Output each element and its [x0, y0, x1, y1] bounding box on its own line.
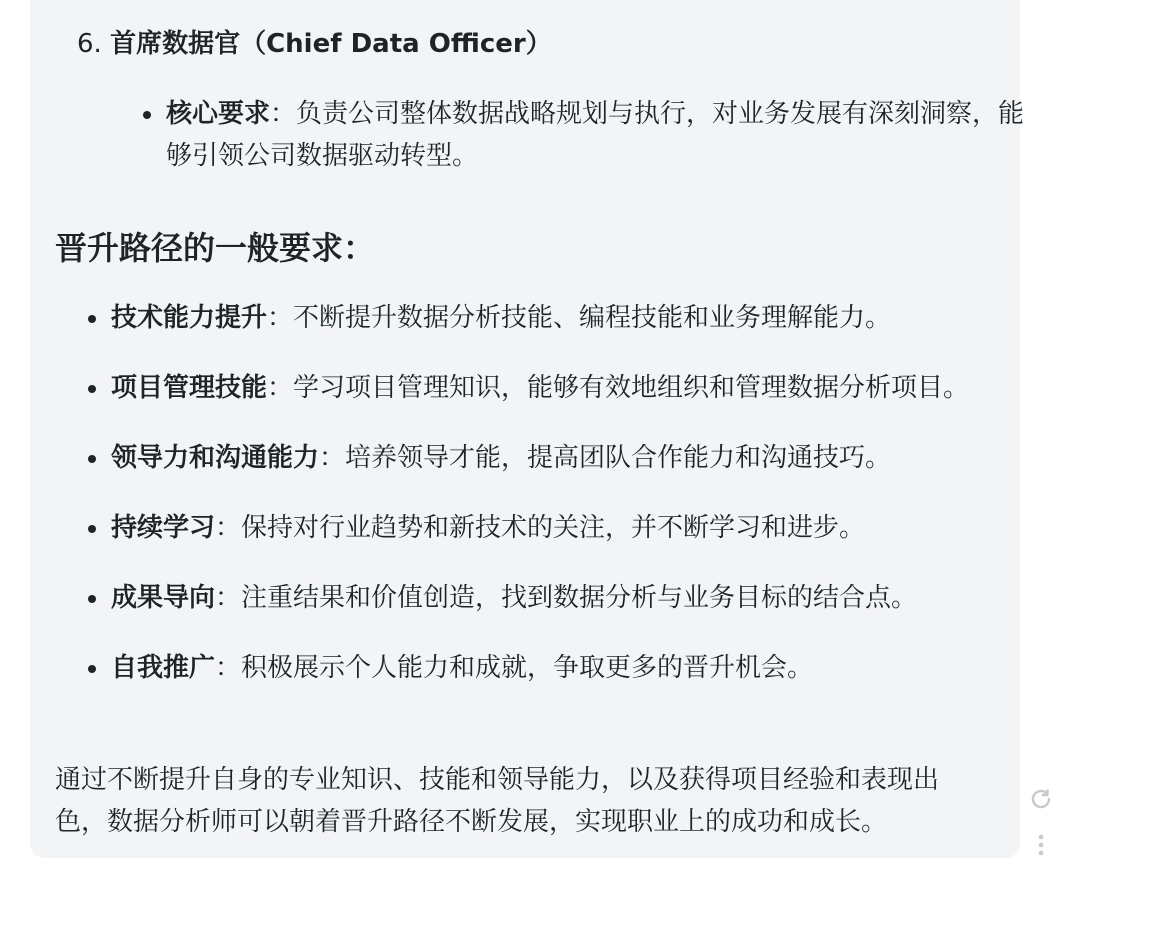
- bullet-icon: [88, 595, 96, 603]
- bullet-label: 持续学习: [111, 513, 216, 543]
- bullet-label: 成果导向: [111, 583, 216, 613]
- bullet-label: 自我推广: [111, 653, 216, 683]
- bullet-separator: ：: [215, 513, 242, 543]
- bullet-text: 注重结果和价值创造，找到数据分析与业务目标的结合点。: [241, 583, 918, 613]
- bullet-icon: [88, 385, 96, 393]
- promotion-requirements-list: [111, 297, 991, 717]
- list-item: [166, 93, 1036, 177]
- bullet-separator: ：: [215, 583, 242, 613]
- list-item: [111, 297, 991, 339]
- list-item: [111, 647, 991, 689]
- bullet-text: 培养领导才能，提高团队合作能力和沟通技巧。: [345, 443, 892, 473]
- list-item: [111, 507, 991, 549]
- bullet-icon: [88, 455, 96, 463]
- list-number: 6.: [77, 29, 102, 59]
- bullet-text: 积极展示个人能力和成就，争取更多的晋升机会。: [241, 653, 814, 683]
- message-actions: [1028, 786, 1056, 858]
- bullet-text: 负责公司整体数据战略规划与执行，对业务发展有深刻洞察，能够引领公司数据驱动转型。: [166, 99, 1025, 171]
- bullet-text: 不断提升数据分析技能、编程技能和业务理解能力。: [293, 303, 892, 333]
- bullet-label: 技术能力提升: [111, 303, 268, 333]
- numbered-item-chief-data-officer: [77, 23, 552, 65]
- bullet-separator: ：: [270, 99, 297, 129]
- cdo-requirements-list: [166, 93, 1036, 177]
- summary-paragraph: 通过不断提升自身的专业知识、技能和领导能力，以及获得项目经验和表现出色，数据分析师可以朝着晋升路径不断发展，实现职业上的成功和成长。: [55, 765, 940, 837]
- bullet-separator: ：: [267, 373, 294, 403]
- bullet-icon: [88, 315, 96, 323]
- bullet-text: 保持对行业趋势和新技术的关注，并不断学习和进步。: [241, 513, 866, 543]
- list-item: [111, 577, 991, 619]
- bullet-label: 项目管理技能: [111, 373, 268, 403]
- bullet-icon: [88, 665, 96, 673]
- bullet-icon: [88, 525, 96, 533]
- numbered-item-title: 首席数据官（Chief Data Officer）: [110, 29, 552, 59]
- list-item: [111, 367, 991, 409]
- section-heading: 晋升路径的一般要求：: [55, 229, 376, 267]
- refresh-icon[interactable]: [1028, 786, 1054, 812]
- bullet-separator: ：: [215, 653, 242, 683]
- bullet-icon: [143, 111, 151, 119]
- list-item: [111, 437, 991, 479]
- bullet-label: 领导力和沟通能力: [111, 443, 320, 473]
- bullet-label: 核心要求: [166, 99, 271, 129]
- bullet-separator: ：: [319, 443, 346, 473]
- bullet-text: 学习项目管理知识，能够有效地组织和管理数据分析项目。: [293, 373, 970, 403]
- bullet-separator: ：: [267, 303, 294, 333]
- vertical-ellipsis-icon[interactable]: [1028, 832, 1054, 858]
